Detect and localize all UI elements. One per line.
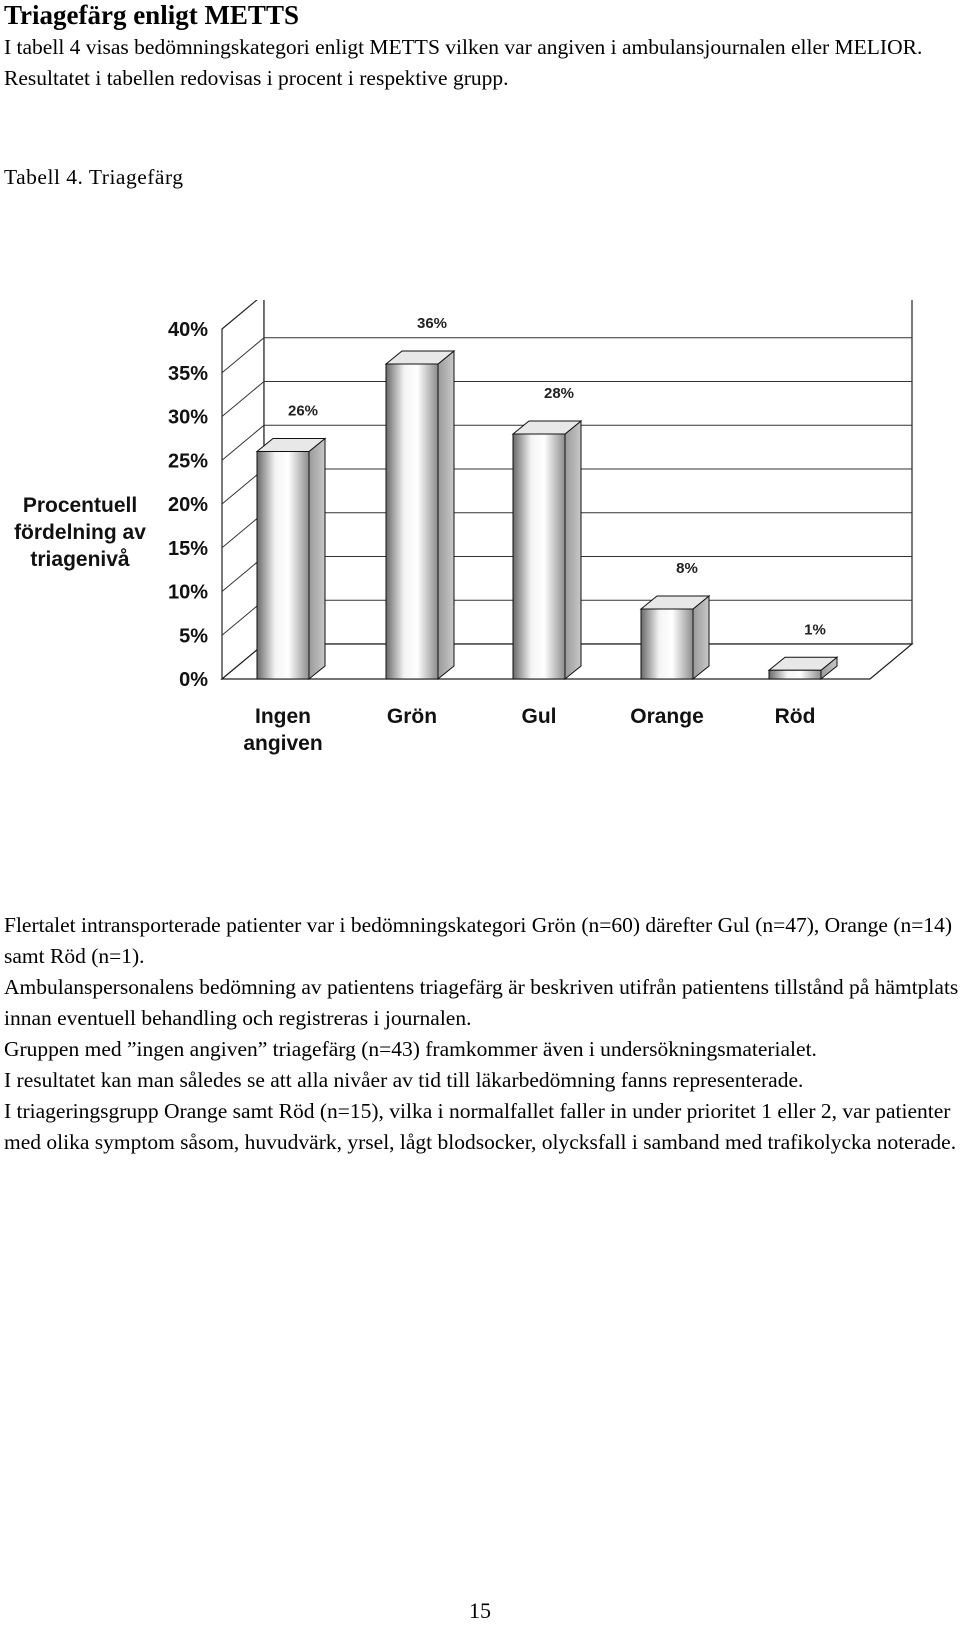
y-axis-label-line: Procentuell: [22, 494, 138, 517]
y-tick-label: 5%: [179, 625, 208, 648]
category-label: Orange: [630, 705, 704, 728]
section-heading: Triagefärg enligt METTS: [4, 0, 299, 30]
bar: [257, 439, 325, 680]
intro-paragraph: I tabell 4 visas bedömningskategori enligt METTS vilken var angiven i ambulansjournalen eller MELIOR. Resultatet i tabellen redovisas i procent i respektive grupp.: [4, 35, 923, 90]
category-label: angiven: [243, 732, 323, 755]
category-label: Röd: [774, 705, 816, 728]
body-paragraph: Ambulanspersonalens bedömning av patientens triagefärg är beskriven utifrån patientens tillstånd på hämtplats innan eventuell behandling och registreras i journalen.: [4, 975, 959, 1030]
bar-side: [565, 421, 581, 679]
y-tick-label: 20%: [167, 494, 208, 516]
category-labels: [243, 705, 815, 755]
data-label: 28%: [543, 385, 575, 402]
category-label: Grön: [386, 705, 438, 728]
bar: [386, 351, 454, 679]
bar-side: [309, 439, 325, 680]
back-wall: [264, 300, 912, 644]
bar: [513, 421, 581, 679]
bar-front: [769, 670, 821, 679]
y-tick-labels: [168, 319, 208, 691]
bar-front: [641, 609, 693, 679]
y-axis-label: [14, 494, 146, 571]
category-label: Gul: [521, 705, 557, 728]
y-tick-label: 40%: [167, 319, 208, 341]
data-label: 26%: [287, 402, 319, 420]
y-tick-label: 10%: [167, 581, 208, 604]
y-tick-label: 30%: [167, 406, 208, 429]
body-text: [4, 910, 960, 1158]
table-caption: Tabell 4. Triagefärg: [4, 165, 184, 189]
y-tick-label: 15%: [167, 537, 208, 560]
y-axis-label-line: triagenivå: [30, 548, 130, 571]
data-label: 8%: [676, 560, 698, 577]
bar: [641, 596, 709, 679]
bar-chart: [0, 300, 960, 800]
body-paragraph: Flertalet intransporterade patienter var i bedömningskategori Grön (n=60) därefter Gul (n=47), Orange (n=14) samt Röd (n=1).: [4, 913, 953, 968]
y-tick-label: 25%: [167, 450, 208, 473]
y-tick-label: 0%: [179, 669, 208, 691]
body-paragraph: Gruppen med ”ingen angiven” triagefärg (n=43) framkommer även i undersökningsmaterialet.: [4, 1037, 817, 1061]
data-label: 1%: [804, 621, 826, 639]
bar-side: [693, 596, 709, 679]
y-tick-label: 35%: [167, 362, 208, 385]
bar-front: [257, 452, 309, 680]
y-axis-label-line: fördelning av: [14, 521, 146, 544]
body-paragraph: I triageringsgrupp Orange samt Röd (n=15), vilka i normalfallet faller in under prioritet 1 eller 2, var patienter med olika symptom såsom, huvudvärk, yrsel, lågt blodsocker, olycksfall i samband med trafikolycka noterade.: [4, 1099, 957, 1154]
bar-front: [386, 364, 438, 679]
bar-front: [513, 434, 565, 679]
page-number: 15: [469, 1598, 491, 1623]
category-label: Ingen: [255, 705, 311, 728]
body-paragraph: I resultatet kan man således se att alla nivåer av tid till läkarbedömning fanns representerade.: [4, 1068, 804, 1092]
data-label: 36%: [416, 315, 448, 332]
bar-side: [438, 351, 454, 679]
